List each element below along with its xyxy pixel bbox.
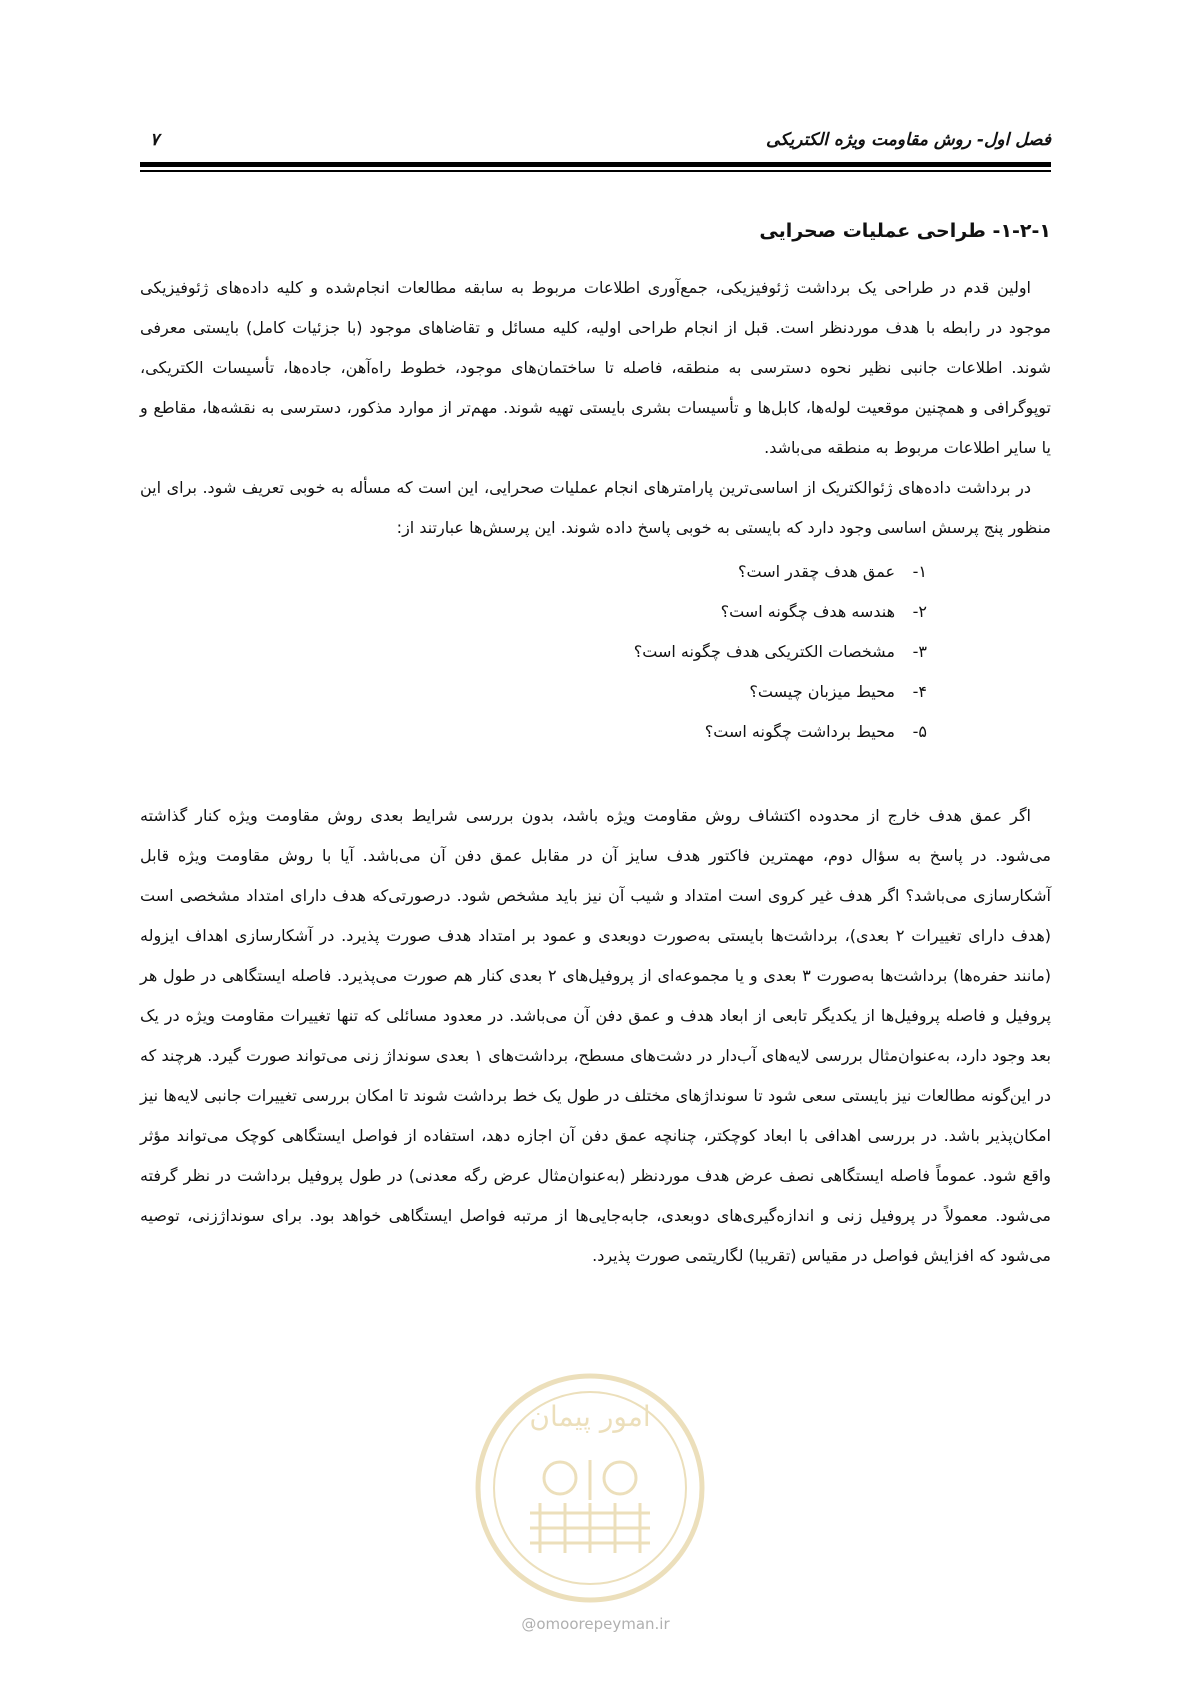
- header-rule-thin: [140, 170, 1051, 172]
- watermark-logo-icon: [470, 1368, 710, 1608]
- question-list: [140, 552, 1051, 752]
- list-item: [140, 592, 927, 632]
- list-item-text: عمق هدف چقدر است؟: [738, 562, 895, 581]
- list-item: [140, 552, 927, 592]
- list-item-number: ۱-: [912, 562, 927, 581]
- header-rule-thick: [140, 162, 1051, 167]
- chapter-title: فصل اول- روش مقاومت ویژه الکتریکی: [765, 130, 1051, 150]
- list-item-number: ۲-: [912, 602, 927, 621]
- list-item-number: ۵-: [912, 722, 927, 741]
- watermark-url: @omoorepeyman.ir: [521, 1615, 670, 1633]
- page-content: [140, 214, 1051, 1276]
- paragraph-1: اولین قدم در طراحی یک برداشت ژئوفیزیکی، جمع‌آوری اطلاعات مربوط به سابقه مطالعات انجام‌شده و کلیه داده‌های ژئوفیزیکی موجود در رابطه با هدف موردنظر است. قبل از انجام طراحی اولیه، کلیه مسائل و تقاضاهای موجود (با جزئیات کامل) بایستی معرفی شوند. اطلاعات جانبی نظیر نحوه دسترسی به منطقه، فاصله تا ساختمان‌های موجود، خطوط راه‌آهن، جاده‌ها، تأسیسات الکتریکی، توپوگرافی و همچنین موقعیت لوله‌ها، کابل‌ها و تأسیسات بشری بایستی تهیه شوند. مهم‌تر از موارد مذکور، دسترسی به نقشه‌ها، مقاطع و یا سایر اطلاعات مربوط به منطقه می‌باشد.: [140, 278, 1051, 457]
- list-item: [140, 632, 927, 672]
- page-number: ۷: [150, 130, 160, 150]
- list-item: [140, 712, 927, 752]
- list-item-number: ۴-: [912, 682, 927, 701]
- spacer: [140, 752, 1051, 796]
- paragraph-2: در برداشت داده‌های ژئوالکتریک از اساسی‌ترین پارامترهای انجام عملیات صحرایی، این است که مسأله به خوبی تعریف شود. برای این منظور پنج پرسش اساسی وجود دارد که بایستی به خوبی پاسخ داده شوند. این پرسش‌ها عبارتند از:: [140, 478, 1051, 537]
- list-item-text: هندسه هدف چگونه است؟: [720, 602, 895, 621]
- list-item-number: ۳-: [912, 642, 927, 661]
- list-item-text: محیط برداشت چگونه است؟: [704, 722, 895, 741]
- list-item: [140, 672, 927, 712]
- watermark-text: امور پیمان: [529, 1400, 651, 1433]
- list-item-text: مشخصات الکتریکی هدف چگونه است؟: [633, 642, 895, 661]
- section-heading: ۱-۲-۱- طراحی عملیات صحرایی: [759, 220, 1051, 242]
- list-item-text: محیط میزبان چیست؟: [749, 682, 895, 701]
- page-header: [140, 130, 1051, 160]
- paragraph-3: اگر عمق هدف خارج از محدوده اکتشاف روش مقاومت ویژه باشد، بدون بررسی شرایط بعدی روش مقاومت ویژه کنار گذاشته می‌شود. در پاسخ به سؤال دوم، مهمترین فاکتور هدف سایز آن در مقابل عمق دفن آن می‌باشد. آیا با روش مقاومت ویژه قابل آشکارسازی می‌باشد؟ اگر هدف غیر کروی است امتداد و شیب آن نیز باید مشخص شود. درصورتی‌که هدف دارای امتداد مشخصی است (هدف دارای تغییرات ۲ بعدی)، برداشت‌ها بایستی به‌صورت دوبعدی و عمود بر امتداد هدف صورت پذیرد. در آشکارسازی اهداف ایزوله (مانند حفره‌ها) برداشت‌ها به‌صورت ۳ بعدی و یا مجموعه‌ای از پروفیل‌های ۲ بعدی کنار هم صورت می‌پذیرد. فاصله ایستگاهی در طول هر پروفیل و فاصله پروفیل‌ها از یکدیگر تابعی از ابعاد هدف و عمق دفن آن می‌باشد. در معدود مسائلی که تنها تغییرات مقاومت ویژه در یک بعد وجود دارد، به‌عنوان‌مثال بررسی لایه‌های آب‌دار در دشت‌های مسطح، برداشت‌های ۱ بعدی سونداژ زنی می‌تواند صورت گیرد. هرچند که در این‌گونه مطالعات نیز بایستی سعی شود تا سونداژهای مختلف در طول یک خط برداشت شوند تا امکان بررسی تغییرات جانبی لایه‌ها نیز امکان‌پذیر باشد. در بررسی اهدافی با ابعاد کوچکتر، چنانچه عمق دفن آن اجازه دهد، استفاده از فواصل ایستگاهی کوچک می‌تواند مؤثر واقع شود. عموماً فاصله ایستگاهی نصف عرض هدف موردنظر (به‌عنوان‌مثال عرض رگه معدنی) در طول پروفیل برداشت در نظر گرفته می‌شود. معمولاً در پروفیل زنی و اندازه‌گیری‌های دوبعدی، جابه‌جایی‌ها از مرتبه فواصل ایستگاهی خواهد بود. برای سونداژزنی، توصیه می‌شود که افزایش فواصل در مقیاس (تقریبا) لگاریتمی صورت پذیرد.: [140, 806, 1052, 1265]
